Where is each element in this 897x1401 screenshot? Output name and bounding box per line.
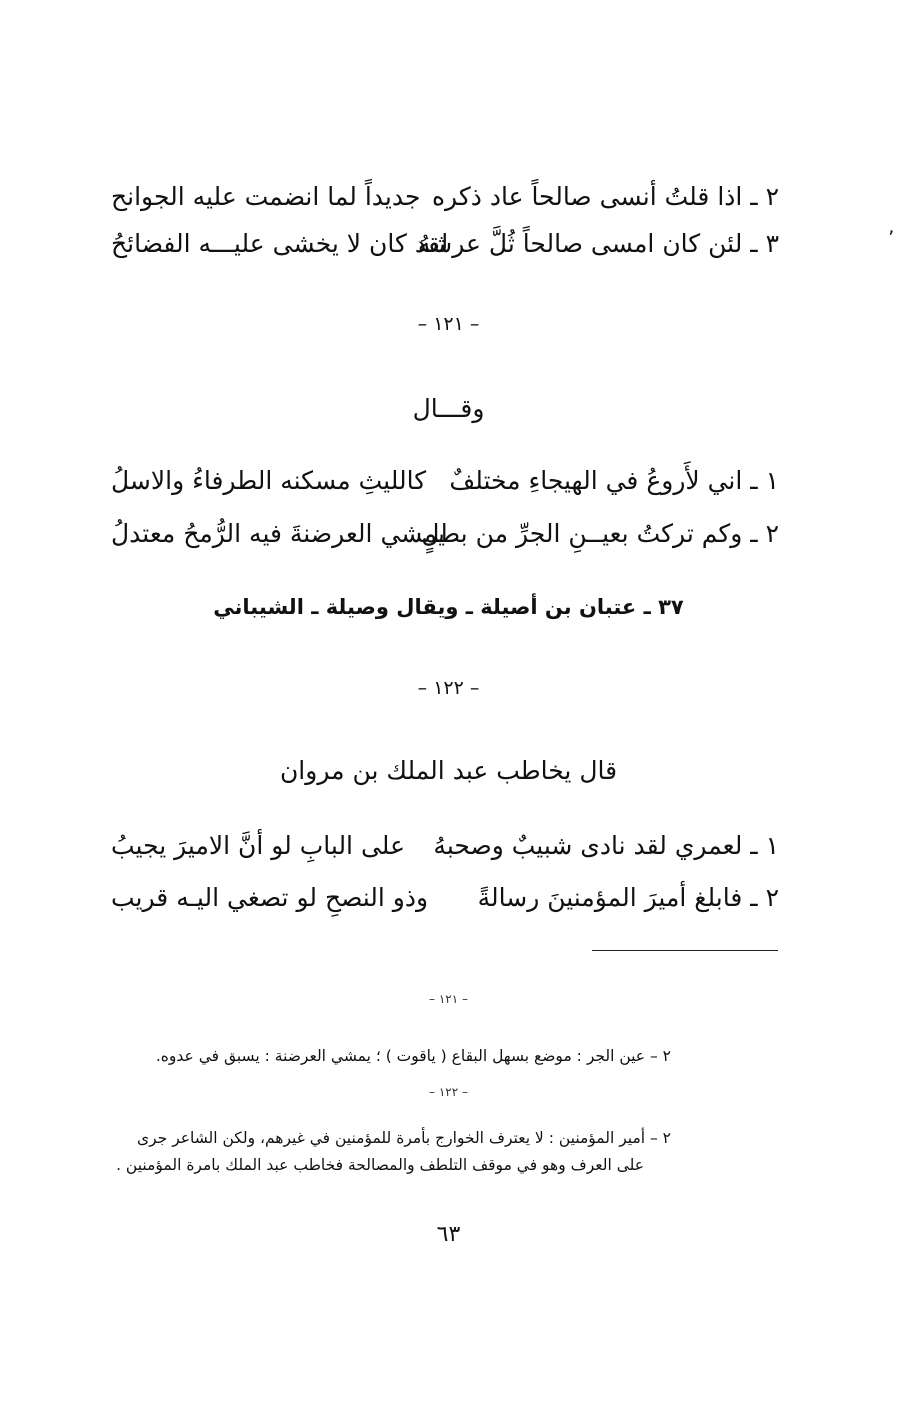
verse-first-hemistich: ٢ ـ وكم تركتُ بعيــنِ الجرِّ من بطلٍ [421,519,779,548]
verse-line [111,224,779,264]
poem-number: – ١٢١ – [417,313,480,335]
footnote-separator [592,950,778,951]
footnote-text: ٢ – عين الجر : موضع بسهل البقاع ( ياقوت ) ؛ يمشي العرضنة : يسبق في عدوه. [155,1047,671,1065]
verse-first-hemistich: ٣ ـ لئن كان امسى صالحاً ثُلَّ عرشهُ [417,229,779,258]
verse-first-hemistich: ١ ـ لعمري لقد نادى شبيبٌ وصحبهُ [433,831,779,860]
verse-second-hemistich: كالليثِ مسكنه الطرفاءُ والاسلُ [111,466,427,495]
poem-number: – ١٢٢ – [417,677,480,699]
verse-second-hemistich: على البابِ لو أنَّ الاميرَ يجيبُ [111,831,405,860]
verse-first-hemistich: ١ ـ اني لأَروعُ في الهيجاءِ مختلفٌ [449,466,779,495]
verse-second-hemistich: يمشي العرضنةَ فيه الرُّمحُ معتدلُ [111,519,445,548]
verse-second-hemistich: وذو النصحِ لو تصغي اليـه قريب [111,883,429,912]
verse-line [111,461,779,501]
verse-first-hemistich: ٢ ـ فابلغ أميرَ المؤمنينَ رسالةً [477,883,779,912]
verse-second-hemistich: لقد كان لا يخشى عليـــه الفضائحُ [111,229,449,258]
poem-heading: قال يخاطب عبد الملك بن مروان [279,756,618,785]
verse-line [111,826,779,866]
footnote-number: – ١٢١ – [429,992,468,1006]
footnote-text-continuation: على العرف وهو في موقف التلطف والمصالحة فخاطب عبد الملك بامرة المؤمنين . [116,1156,644,1174]
page-number: ٦٣ [436,1222,461,1247]
verse-first-hemistich: ٢ ـ اذا قلتُ أنسى صالحاً عاد ذكره [431,182,779,211]
verse-second-hemistich: جديداً لما انضمت عليه الجوانح [111,182,421,211]
footnote-number: – ١٢٢ – [429,1085,468,1099]
verse-line [111,878,779,918]
margin-mark: ٬ [888,226,895,250]
verse-line [111,177,779,217]
verse-line [111,514,779,554]
footnote-text: ٢ – أمير المؤمنين : لا يعترف الخوارج بأمرة للمؤمنين في غيرهم، ولكن الشاعر جرى [137,1129,671,1147]
poem-heading: وقـــال [412,394,485,423]
poet-biography-heading: ٣٧ ـ عتبان بن أصيلة ـ ويقال وصيلة ـ الشيباني [213,595,684,619]
